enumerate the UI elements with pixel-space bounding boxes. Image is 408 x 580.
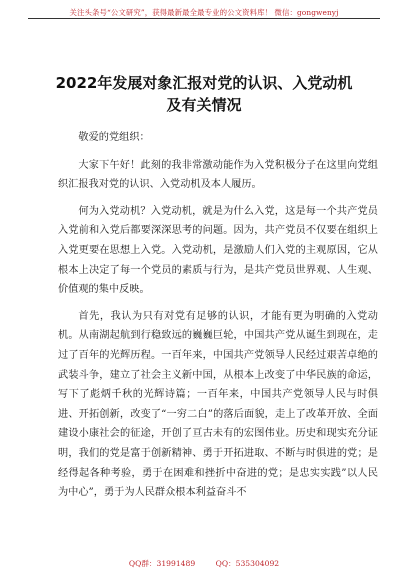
document-title-line-1: 2022年发展对象汇报对党的认识、入党动机	[55, 74, 353, 92]
paragraph-greeting: 大家下午好！此刻的我非常激动能作为入党积极分子在这里向党组织汇报我对党的认识、入党动机及本人履历。	[58, 159, 378, 191]
paragraph-motivation-definition: 何为入党动机？入党动机，就是为什么入党，这是每一个共产党员入党前和入党后都要深深思考的问题。因为，共产党员不仅要在组织上入党更要在思想上入党。入党动机，是激励人们入党的主观原因，它从根本上决定了每一个党员的素质与行为，是共产党员世界观、人生观、价值观的集中反映。	[58, 205, 378, 296]
header-promo-text: 关注头条号“公文研究”，获得最新最全最专业的公文资料库！ 微信：gongwenyj	[69, 8, 339, 17]
header-divider	[28, 18, 380, 19]
footer-contact	[0, 558, 408, 569]
document-title-line-2: 及有关情况	[166, 96, 242, 114]
document-title	[30, 72, 378, 116]
footer-qq: QQ：535304092	[215, 559, 280, 568]
salutation: 敬爱的党组织：	[78, 132, 150, 143]
paragraph-party-understanding: 首先，我认为只有对党有足够的认识，才能有更为明确的入党动机。从南湖起航到行稳致远的巍巍巨轮，中国共产党从诞生到现在，走过了百年的光辉历程。一百年来，中国共产党领导人民经过艰苦卓绝的武装斗争，建立了社会主义新中国，从根本上改变了中华民族的命运，写下了彪炳千秋的光辉诗篇；一百年来，中国共产党领导人民与时俱进、开拓创新，改变了“一穷二白”的落后面貌，走上了改革开放、全面建设小康社会的征途，开创了亘古未有的宏图伟业。历史和现实充分证明，我们的党是富于创新精神、勇于开拓进取、不断与时俱进的党；是经得起各种考验，勇于在困难和挫折中奋进的党；是忠实实践”以人民为中心”，勇于为人民群众根本利益奋斗不	[58, 310, 378, 499]
document-body	[58, 128, 378, 510]
footer-qq-group: QQ群：31991489	[128, 559, 196, 568]
